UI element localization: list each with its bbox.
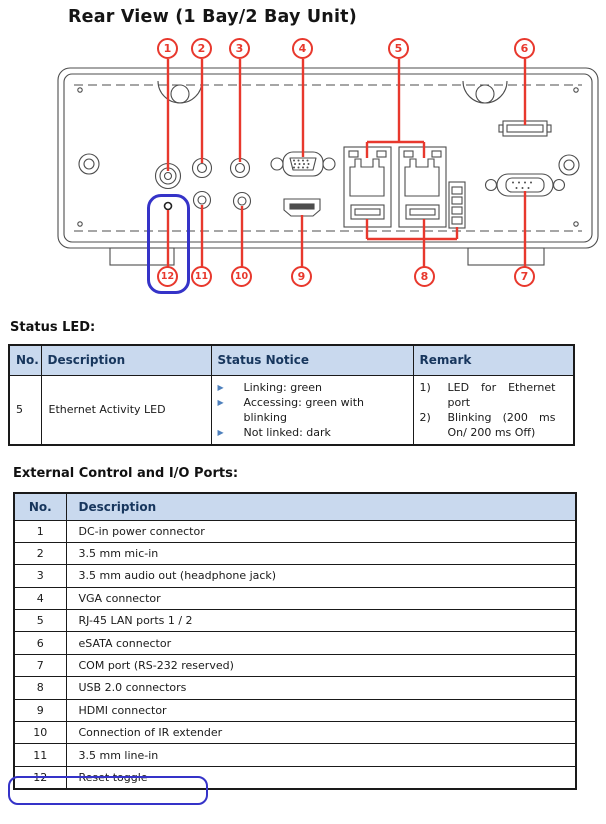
list-item: ▶ Accessing: green with blinking	[212, 395, 413, 425]
table-row	[14, 654, 576, 676]
reset-toggle-highlight-diagram	[147, 194, 190, 294]
reset-toggle-highlight-row	[8, 776, 208, 805]
column-header-no: No.	[14, 493, 66, 520]
cell-no: 9	[14, 699, 66, 721]
triangle-bullet-icon: ▶	[217, 427, 224, 437]
column-header-description: Description	[41, 345, 211, 375]
callout-8: 8	[414, 266, 435, 287]
table-row	[14, 722, 576, 744]
callout-4: 4	[292, 38, 313, 59]
cell-no: 7	[14, 654, 66, 676]
table-row	[14, 542, 576, 564]
cell-description: Connection of IR extender	[66, 722, 576, 744]
callout-10: 10	[231, 266, 252, 287]
status-led-heading: Status LED:	[10, 320, 96, 335]
lan-usb-module-1	[344, 147, 391, 227]
triangle-bullet-icon: ▶	[217, 397, 224, 407]
cell-description: Ethernet Activity LED	[41, 375, 211, 445]
callout-leader-lines	[168, 59, 525, 267]
table-header-row	[9, 345, 574, 375]
terminal-block	[449, 182, 465, 228]
io-ports-heading: External Control and I/O Ports:	[13, 466, 239, 481]
list-item: 2) Blinking (200 ms On/ 200 ms Off)	[419, 410, 556, 439]
callout-5: 5	[388, 38, 409, 59]
table-row	[14, 699, 576, 721]
callout-12: 12	[157, 266, 178, 287]
callout-1: 1	[157, 38, 178, 59]
cell-description: RJ-45 LAN ports 1 / 2	[66, 610, 576, 632]
page-title: Rear View (1 Bay/2 Bay Unit)	[68, 7, 357, 27]
list-item: 1) LED for Ethernet port	[419, 380, 556, 409]
cell-description: VGA connector	[66, 587, 576, 609]
cell-remark	[413, 375, 574, 445]
column-header-status-notice: Status Notice	[211, 345, 413, 375]
cell-no: 8	[14, 677, 66, 699]
cell-description: eSATA connector	[66, 632, 576, 654]
cell-status-notice	[211, 375, 413, 445]
cell-no: 12	[14, 766, 66, 788]
cell-no: 3	[14, 565, 66, 587]
cell-description: USB 2.0 connectors	[66, 677, 576, 699]
list-item: ▶ Linking: green	[212, 380, 413, 395]
table-header-row	[14, 493, 576, 520]
cell-no: 10	[14, 722, 66, 744]
cell-no: 4	[14, 587, 66, 609]
cell-no: 6	[14, 632, 66, 654]
cell-no: 11	[14, 744, 66, 766]
cell-description: 3.5 mm audio out (headphone jack)	[66, 565, 576, 587]
cell-no: 5	[14, 610, 66, 632]
list-item: ▶ Not linked: dark	[212, 425, 413, 440]
table-row	[14, 587, 576, 609]
lan-usb-module-2	[399, 147, 446, 227]
callout-6: 6	[514, 38, 535, 59]
cell-description: DC-in power connector	[66, 520, 576, 542]
column-header-remark: Remark	[413, 345, 574, 375]
callout-11: 11	[191, 266, 212, 287]
cell-description: COM port (RS-232 reserved)	[66, 654, 576, 676]
triangle-bullet-icon: ▶	[217, 382, 224, 392]
cell-description: 3.5 mm mic-in	[66, 542, 576, 564]
table-row	[9, 375, 574, 445]
table-row	[14, 565, 576, 587]
table-row	[14, 632, 576, 654]
table-row	[14, 677, 576, 699]
cell-no: 2	[14, 542, 66, 564]
status-led-table	[8, 344, 575, 446]
chassis-outline	[58, 68, 598, 265]
callout-2: 2	[191, 38, 212, 59]
column-header-no: No.	[9, 345, 41, 375]
table-row	[14, 744, 576, 766]
table-row	[14, 520, 576, 542]
table-row	[14, 610, 576, 632]
hdmi-connector	[284, 199, 320, 216]
cell-description: 3.5 mm line-in	[66, 744, 576, 766]
io-ports-table	[13, 492, 577, 790]
callout-7: 7	[514, 266, 535, 287]
callout-3: 3	[229, 38, 250, 59]
cell-no: 1	[14, 520, 66, 542]
callout-9: 9	[291, 266, 312, 287]
cell-no: 5	[9, 375, 41, 445]
cell-description: Reset toggle	[66, 766, 576, 788]
column-header-description: Description	[66, 493, 576, 520]
cell-description: HDMI connector	[66, 699, 576, 721]
